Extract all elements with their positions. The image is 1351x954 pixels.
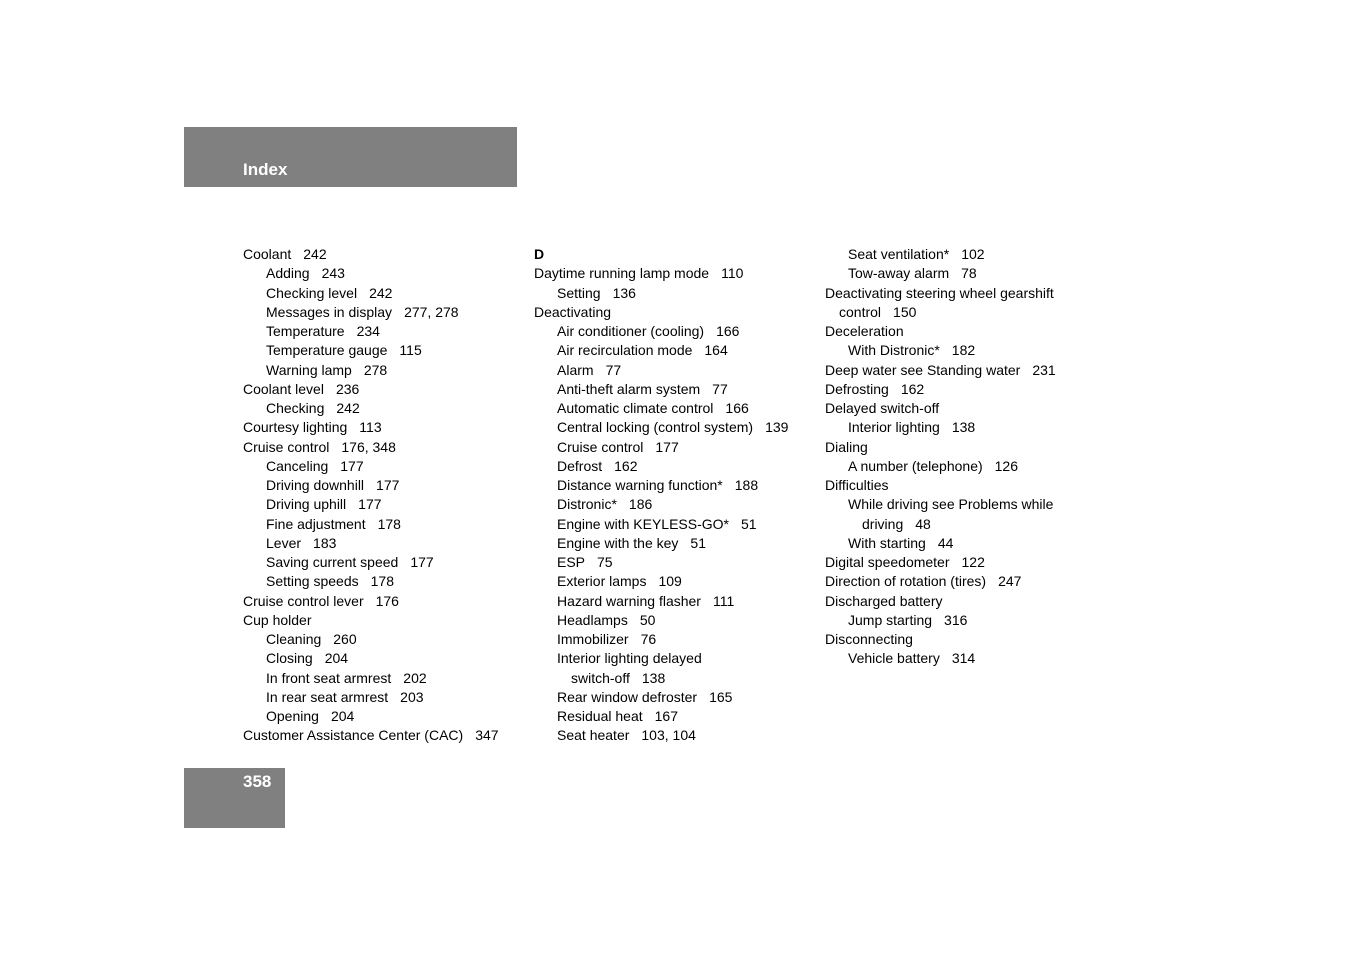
index-entry [825, 592, 1085, 611]
index-entry [534, 669, 814, 688]
index-page-ref: 138 [951, 419, 976, 436]
index-entry [825, 534, 1085, 553]
index-term: Deep water see Standing water [825, 361, 1021, 378]
index-page-ref: 166 [725, 400, 749, 416]
index-page-ref: 316 [944, 611, 968, 628]
index-term: Hazard warning flasher [557, 592, 701, 609]
index-page-ref: 111 [712, 592, 735, 609]
index-page-ref: 278 [363, 361, 388, 378]
index-page-ref: 77 [605, 361, 622, 378]
index-entry [534, 515, 814, 534]
index-entry [243, 592, 523, 611]
index-entry [243, 303, 523, 322]
index-column-3 [825, 245, 1085, 669]
index-entry [825, 611, 1085, 630]
index-term: Fine adjustment [266, 515, 366, 532]
index-term: Air recirculation mode [557, 342, 693, 359]
index-page-ref: 165 [709, 688, 733, 705]
index-entry [243, 534, 523, 553]
index-page-ref: 162 [900, 380, 925, 397]
index-term: Anti-theft alarm system [557, 380, 701, 397]
index-page-ref: 236 [335, 380, 360, 397]
header-bar [184, 127, 517, 187]
index-entry [534, 630, 814, 649]
index-term: Alarm [557, 361, 594, 378]
index-page-ref: 110 [721, 265, 744, 282]
index-entry [243, 572, 523, 591]
index-page-ref: 178 [377, 515, 401, 532]
index-entry [243, 284, 523, 303]
index-entry [243, 264, 523, 283]
index-term: Exterior lamps [557, 573, 647, 590]
index-term: Headlamps [557, 611, 628, 628]
index-term: Checking level [266, 284, 358, 301]
index-entry [825, 303, 1085, 322]
index-page-ref: 177 [376, 477, 400, 493]
index-term: Engine with the key [557, 534, 679, 551]
index-term: Engine with KEYLESS-GO* [557, 515, 729, 532]
index-entry [243, 649, 523, 668]
index-page-ref: 139 [765, 419, 789, 436]
index-term: Cruise control [557, 438, 644, 455]
page-number: 358 [243, 772, 272, 791]
index-term: Defrosting [825, 380, 889, 397]
index-column-2 [534, 245, 814, 746]
index-term: While driving see Problems while [848, 496, 1054, 513]
index-term: Driving downhill [266, 477, 365, 493]
index-page-ref: 203 [400, 688, 424, 705]
index-entry [534, 438, 814, 457]
index-entry [534, 611, 814, 630]
index-entry [243, 515, 523, 534]
index-term: Courtesy lighting [243, 419, 348, 436]
index-term: Central locking (control system) [557, 419, 754, 436]
index-term: Residual heat [557, 708, 643, 724]
index-term: Temperature [266, 323, 345, 339]
index-page-ref: 202 [403, 669, 427, 686]
index-entry [243, 380, 523, 399]
index-term: Coolant level [243, 380, 324, 397]
index-entry [243, 361, 523, 380]
index-page-ref: 78 [961, 265, 977, 282]
index-term: Setting speeds [266, 573, 359, 590]
index-page-ref: 178 [370, 573, 394, 590]
index-term: Discharged battery [825, 592, 943, 609]
index-entry [243, 726, 523, 745]
index-page-ref: 109 [658, 573, 682, 590]
index-entry [825, 264, 1085, 283]
index-page-ref: 177 [358, 496, 382, 513]
index-term: Distance warning function* [557, 477, 723, 493]
index-page-ref: 186 [628, 496, 653, 513]
index-term: Defrost [557, 457, 603, 474]
index-entry [825, 495, 1085, 514]
index-term: Setting [557, 284, 601, 301]
index-page-ref: 126 [994, 457, 1018, 474]
index-entry [534, 707, 814, 726]
index-term: Driving uphill [266, 496, 347, 513]
index-term: Air conditioner (cooling) [557, 323, 705, 339]
index-term: Canceling [266, 457, 329, 474]
index-page-ref: 138 [641, 669, 666, 686]
index-entry [243, 553, 523, 572]
index-entry [534, 649, 814, 668]
index-entry [243, 688, 523, 707]
index-page-ref: 242 [303, 246, 327, 262]
index-term: Warning lamp [266, 361, 352, 378]
index-term: Cup holder [243, 611, 312, 628]
index-entry [243, 341, 523, 360]
index-term: Seat heater [557, 727, 630, 744]
index-page-ref: 122 [961, 554, 985, 570]
index-term: In rear seat armrest [266, 688, 389, 705]
index-page-ref: 51 [690, 534, 706, 551]
index-term: Closing [266, 650, 313, 667]
index-term: A number (telephone) [848, 457, 983, 474]
index-page-ref: 314 [951, 650, 976, 667]
index-term: Cruise control [243, 438, 330, 455]
index-term: Tow-away alarm [848, 265, 950, 282]
index-page-ref: 77 [712, 380, 728, 397]
index-entry [534, 380, 814, 399]
index-entry [825, 399, 1085, 418]
index-term: Vehicle battery [848, 650, 940, 667]
index-entry [825, 418, 1085, 437]
index-term: Interior lighting delayed [557, 650, 702, 667]
index-term: Lever [266, 534, 302, 551]
index-page-ref: 150 [893, 303, 917, 320]
index-page-ref: 234 [356, 323, 380, 339]
index-page-ref: 102 [961, 246, 985, 262]
index-page-ref: 166 [716, 323, 740, 339]
index-entry [825, 322, 1085, 341]
index-term: Messages in display [266, 303, 393, 320]
page-number-box [184, 768, 285, 828]
index-page-ref: 183 [313, 534, 337, 551]
index-page-ref: 177 [410, 554, 434, 570]
index-page-ref: 242 [336, 400, 360, 416]
index-entry [534, 534, 814, 553]
index-term: Immobilizer [557, 631, 629, 647]
index-entry [825, 284, 1085, 303]
index-page-ref: 115 [399, 342, 422, 359]
index-entry [534, 572, 814, 591]
index-term: Adding [266, 265, 310, 282]
index-entry [534, 476, 814, 495]
index-page-ref: 260 [333, 631, 357, 647]
index-page-ref: 75 [597, 554, 613, 570]
index-term: switch-off [571, 669, 630, 686]
index-page-ref: 164 [704, 342, 728, 359]
index-entry [825, 380, 1085, 399]
index-entry [534, 322, 814, 341]
index-page-ref: 231 [1032, 361, 1056, 378]
index-entry [243, 418, 523, 437]
index-page-ref: 182 [951, 342, 976, 359]
index-page-ref: 177 [655, 438, 679, 455]
index-entry [243, 495, 523, 514]
index-entry [243, 322, 523, 341]
index-entry [243, 457, 523, 476]
index-entry [825, 245, 1085, 264]
index-column-1 [243, 245, 523, 746]
index-page-ref: 48 [915, 515, 931, 532]
index-term: Difficulties [825, 477, 889, 493]
index-page-ref: 242 [369, 284, 393, 301]
index-term: Daytime running lamp mode [534, 265, 710, 282]
index-entry [825, 572, 1085, 591]
index-page-ref: 247 [998, 573, 1022, 590]
index-term: ESP [557, 554, 586, 570]
index-entry [243, 245, 523, 264]
index-page-ref: 136 [612, 284, 636, 301]
index-entry [825, 649, 1085, 668]
index-term: Automatic climate control [557, 400, 714, 416]
index-term: Coolant [243, 246, 292, 262]
index-entry [534, 361, 814, 380]
index-term: Saving current speed [266, 554, 399, 570]
index-entry [825, 630, 1085, 649]
index-term: Distronic* [557, 496, 617, 513]
index-page-ref: 347 [475, 727, 499, 744]
index-entry [534, 303, 814, 322]
index-entry [534, 418, 814, 437]
index-entry [243, 630, 523, 649]
index-term: In front seat armrest [266, 669, 392, 686]
index-term: Deactivating [534, 303, 612, 320]
index-entry [825, 341, 1085, 360]
index-page-ref: 243 [321, 265, 345, 282]
index-page-ref: 177 [340, 457, 364, 474]
index-entry [243, 476, 523, 495]
page-title: Index [243, 160, 288, 179]
index-term: D [534, 246, 545, 262]
index-term: Deactivating steering wheel gearshift [825, 284, 1054, 301]
index-page-ref: 167 [654, 708, 678, 724]
index-term: Deceleration [825, 323, 904, 339]
index-page-ref: 204 [324, 650, 349, 667]
index-entry [243, 669, 523, 688]
index-term: Rear window defroster [557, 688, 698, 705]
index-term: With Distronic* [848, 342, 940, 359]
index-entry [534, 264, 814, 283]
index-term: driving [862, 515, 904, 532]
index-term: Temperature gauge [266, 342, 388, 359]
index-entry [534, 341, 814, 360]
index-entry [825, 438, 1085, 457]
index-entry [243, 611, 523, 630]
index-page-ref: 188 [734, 477, 759, 493]
index-entry [534, 284, 814, 303]
index-page-ref: 113 [359, 419, 382, 436]
index-entry [825, 515, 1085, 534]
index-term: Delayed switch-off [825, 400, 940, 416]
index-letter-heading [534, 245, 814, 264]
index-term: control [839, 303, 882, 320]
index-page-ref: 204 [330, 708, 355, 724]
index-term: Direction of rotation (tires) [825, 573, 987, 590]
index-term: Jump starting [848, 611, 933, 628]
index-entry [534, 726, 814, 745]
index-entry [825, 457, 1085, 476]
index-entry [243, 438, 523, 457]
index-entry [825, 361, 1085, 380]
index-entry [243, 707, 523, 726]
index-page-ref: 176 [375, 592, 399, 609]
index-term: With starting [848, 534, 926, 551]
index-term: Customer Assistance Center (CAC) [243, 727, 464, 744]
index-term: Checking [266, 400, 325, 416]
index-page-ref: 162 [614, 457, 638, 474]
index-entry [534, 553, 814, 572]
index-entry [534, 592, 814, 611]
index-term: Interior lighting [848, 419, 940, 436]
index-term: Opening [266, 708, 319, 724]
index-term: Seat ventilation* [848, 246, 950, 262]
index-term: Disconnecting [825, 631, 913, 647]
index-entry [243, 399, 523, 418]
index-term: Cruise control lever [243, 592, 364, 609]
index-term: Digital speedometer [825, 554, 950, 570]
index-entry [534, 495, 814, 514]
index-page-ref: 176, 348 [341, 438, 396, 455]
index-page-ref: 50 [639, 611, 656, 628]
index-entry [534, 688, 814, 707]
index-term: Cleaning [266, 631, 322, 647]
index-entry [534, 457, 814, 476]
index-entry [825, 476, 1085, 495]
index-page-ref: 277, 278 [404, 303, 459, 320]
index-page-ref: 76 [640, 631, 657, 647]
index-page-ref: 103, 104 [641, 727, 696, 744]
index-page-ref: 51 [740, 515, 757, 532]
index-term: Dialing [825, 438, 868, 455]
index-entry [825, 553, 1085, 572]
index-page-ref: 44 [937, 534, 954, 551]
index-entry [534, 399, 814, 418]
